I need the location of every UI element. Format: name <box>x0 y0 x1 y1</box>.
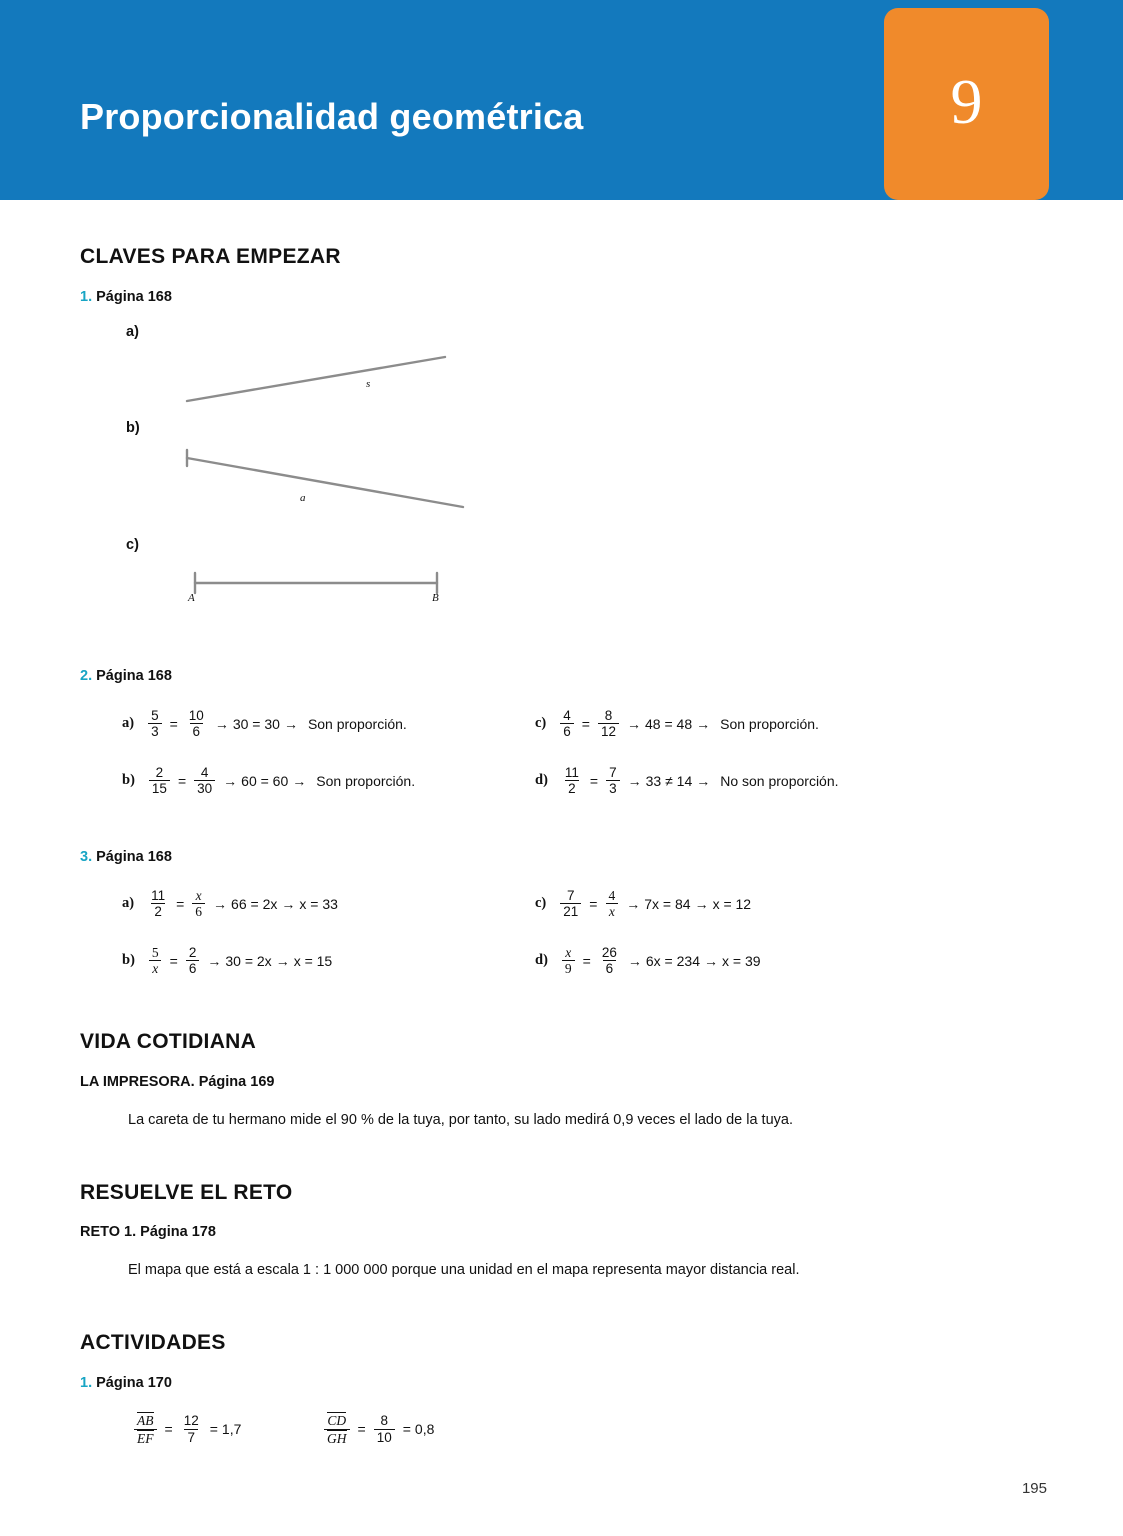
figure-ray-a <box>175 440 485 515</box>
exercise-2-heading <box>80 668 172 684</box>
item-label-2c: c) <box>535 715 547 732</box>
exercise-2-number: 2. <box>80 668 93 684</box>
section-title-claves: CLAVES PARA EMPEZAR <box>80 245 341 268</box>
fraction-2b-right: $\frac{4}{30}$ <box>194 765 215 796</box>
exercise-1-page: Página 168 <box>96 289 172 305</box>
exercise-3d <box>535 945 761 976</box>
step2-3b: x = 15 <box>293 952 333 969</box>
actividad-1-heading <box>80 1375 172 1391</box>
exercise-3-number: 3. <box>80 849 93 865</box>
arrow-2: → <box>696 772 711 789</box>
fraction-cd-gh: $\frac{CD}{GH}$ <box>324 1412 350 1446</box>
page-number: 195 <box>1021 1480 1047 1497</box>
fraction-3a-left: $\frac{11}{2}$ <box>151 888 166 920</box>
fraction-12-7: $\frac{12}{7}$ <box>183 1413 199 1445</box>
fraction-2b-left: $\frac{2}{15}$ <box>149 765 170 796</box>
equals-sign: = <box>177 772 187 789</box>
fraction-3b-left: $\frac{5}{x}$ <box>149 945 162 976</box>
exercise-3b <box>122 945 332 976</box>
item-label-1c: c) <box>126 537 139 553</box>
arrow-2: → <box>694 895 709 912</box>
exercise-2d <box>535 765 839 796</box>
exercise-3-page: Página 168 <box>96 849 172 865</box>
equals-sign: = <box>582 952 591 969</box>
fraction-3d-right: $\frac{26}{6}$ <box>601 945 617 977</box>
actividad-1-left-expression <box>130 1412 241 1446</box>
equals-sign: = <box>164 1421 173 1438</box>
equation-2d: 33 ≠ 14 <box>645 772 693 789</box>
equation-2a: 30 = 30 <box>232 715 280 732</box>
fraction-2d-right: $\frac{7}{3}$ <box>606 765 620 796</box>
equals-sign: = <box>589 772 599 789</box>
page-title: Proporcionalidad geométrica <box>80 96 584 137</box>
step1-3a: 66 = 2x <box>231 895 278 912</box>
fraction-3a-right: $\frac{x}{6}$ <box>192 888 205 919</box>
fraction-2c-right: $\frac{8}{12}$ <box>598 708 619 739</box>
value-left: 1,7 <box>221 1421 242 1438</box>
exercise-1-heading <box>80 289 172 305</box>
fraction-3b-right: $\frac{2}{6}$ <box>186 945 200 976</box>
arrow-1: → <box>626 895 641 912</box>
equation-2b: 60 = 60 <box>241 772 289 789</box>
fraction-2d-left: $\frac{11}{2}$ <box>564 765 579 797</box>
exercise-2-page: Página 168 <box>96 668 172 684</box>
equals-sign: = <box>581 715 590 732</box>
actividad-1-right-expression <box>320 1412 434 1446</box>
step1-3b: 30 = 2x <box>225 952 272 969</box>
exercise-1-number: 1. <box>80 289 93 305</box>
arrow-1: → <box>223 772 238 789</box>
fraction-2a-left: $\frac{5}{3}$ <box>148 708 162 739</box>
exercise-3-heading <box>80 849 172 865</box>
section-title-reto: RESUELVE EL RETO <box>80 1181 293 1204</box>
arrow-2: → <box>292 772 307 789</box>
fraction-3c-left: $\frac{7}{21}$ <box>560 888 581 919</box>
arrow-1: → <box>214 715 229 732</box>
item-label-1b: b) <box>126 420 140 436</box>
arrow-1: → <box>213 895 228 912</box>
exercise-2b <box>122 765 415 796</box>
vida-text: La careta de tu hermano mide el 90 % de la tuya, por tanto, su lado medirá 0,9 veces el lado de la tuya. <box>128 1112 793 1128</box>
figure-segment-ab <box>175 565 465 605</box>
figure-line-s <box>175 345 475 415</box>
item-label-2d: d) <box>535 772 548 789</box>
arrow-2: → <box>696 715 711 732</box>
result-2a: Son proporción. <box>307 715 407 732</box>
step1-3c: 7x = 84 <box>644 895 691 912</box>
item-label-2a: a) <box>122 715 135 732</box>
step2-3c: x = 12 <box>712 895 752 912</box>
equals-sign: = <box>589 895 598 912</box>
fraction-2a-right: $\frac{10}{6}$ <box>188 708 204 740</box>
value-right: 0,8 <box>414 1421 435 1438</box>
unit-tab <box>884 8 1049 200</box>
actividad-1-number: 1. <box>80 1375 93 1391</box>
result-2d: No son proporción. <box>720 772 839 789</box>
section-title-vida: VIDA COTIDIANA <box>80 1030 257 1053</box>
result-2b: Son proporción. <box>316 772 416 789</box>
exercise-3a <box>122 888 338 919</box>
arrow-1: → <box>207 952 222 969</box>
fraction-8-10: $\frac{8}{10}$ <box>374 1413 395 1444</box>
equals-sign-2: = <box>209 1421 218 1438</box>
equals-sign-2: = <box>402 1421 411 1438</box>
unit-number: 9 <box>950 66 983 137</box>
fraction-ab-ef: $\frac{AB}{EF}$ <box>134 1412 157 1446</box>
fraction-3c-right: $\frac{4}{x}$ <box>605 888 618 919</box>
arrow-1: → <box>627 772 642 789</box>
item-label-3c: c) <box>535 895 547 912</box>
section-title-actividades: ACTIVIDADES <box>80 1331 226 1354</box>
figure-label-a: a <box>300 492 306 504</box>
equals-sign: = <box>169 715 178 732</box>
step2-3d: x = 39 <box>721 952 761 969</box>
equals-sign: = <box>169 952 178 969</box>
fraction-3d-left: $\frac{x}{9}$ <box>562 945 575 976</box>
equals-sign: = <box>357 1421 366 1438</box>
exercise-3c <box>535 888 751 919</box>
vida-heading: LA IMPRESORA. Página 169 <box>80 1074 275 1090</box>
step2-3a: x = 33 <box>299 895 338 912</box>
item-label-1a: a) <box>126 324 139 340</box>
item-label-3a: a) <box>122 895 135 912</box>
arrow-2: → <box>703 952 718 969</box>
exercise-2a <box>122 708 407 739</box>
item-label-2b: b) <box>122 772 135 789</box>
figure-label-A: A <box>188 592 195 604</box>
item-label-3d: d) <box>535 952 548 969</box>
figure-label-B: B <box>432 592 439 604</box>
item-label-3b: b) <box>122 952 135 969</box>
actividad-1-page: Página 170 <box>96 1375 172 1391</box>
reto-text: El mapa que está a escala 1 : 1 000 000 porque una unidad en el mapa representa mayor distancia real. <box>128 1262 800 1278</box>
reto-heading: RETO 1. Página 178 <box>80 1224 216 1240</box>
arrow-2: → <box>275 952 290 969</box>
result-2c: Son proporción. <box>720 715 819 732</box>
arrow-1: → <box>627 715 641 732</box>
fraction-2c-left: $\frac{4}{6}$ <box>560 708 574 739</box>
arrow-2: → <box>283 715 298 732</box>
arrow-2: → <box>281 895 296 912</box>
step1-3d: 6x = 234 <box>645 952 700 969</box>
figure-label-s: s <box>366 378 371 390</box>
exercise-2c <box>535 708 819 739</box>
arrow-1: → <box>627 952 642 969</box>
equation-2c: 48 = 48 <box>645 715 693 732</box>
equals-sign: = <box>176 895 185 912</box>
